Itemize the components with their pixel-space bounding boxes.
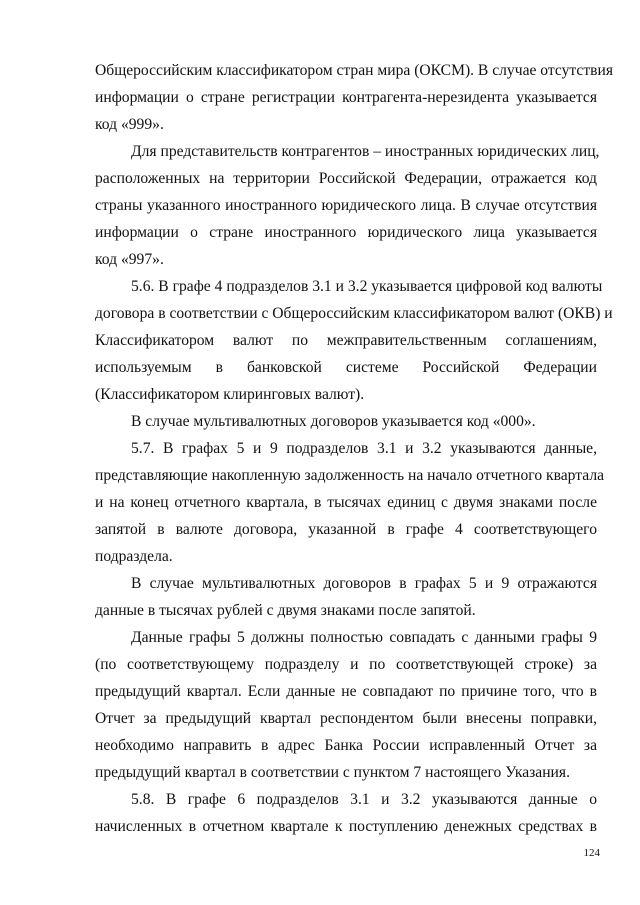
text-line: (по соответствующему подразделу и по соответствующей строке) за: [95, 656, 597, 673]
text-line: код «999».: [95, 116, 164, 133]
text-line: информации о стране регистрации контрагента-нерезидента указывается: [95, 89, 597, 106]
text-line: предыдущий квартал в соответствии с пунктом 7 настоящего Указания.: [95, 764, 570, 781]
page-number: 124: [583, 847, 600, 859]
text-line: Классификатором валют по межправительственным соглашениям,: [95, 332, 597, 349]
text-line: 5.8. В графе 6 подразделов 3.1 и 3.2 указываются данные о: [131, 791, 597, 808]
text-line: страны указанного иностранного юридического лица. В случае отсутствия: [95, 197, 597, 214]
text-line: начисленных в отчетном квартале к поступлению денежных средствах в: [95, 818, 597, 835]
text-line: (Классификатором клиринговых валют).: [95, 386, 365, 403]
text-line: и на конец отчетного квартала, в тысячах единиц с двумя знаками после: [95, 494, 597, 511]
text-line: В случае мультивалютных договоров в графах 5 и 9 отражаются: [131, 575, 597, 592]
text-line: необходимо направить в адрес Банка России исправленный Отчет за: [95, 737, 597, 754]
text-line: предыдущий квартал. Если данные не совпадают по причине того, что в: [95, 683, 597, 700]
text-line: подраздела.: [95, 548, 173, 565]
text-line: информации о стране иностранного юридического лица указывается: [95, 224, 597, 241]
text-line: код «997».: [95, 251, 164, 268]
text-line: используемым в банковской системе Российской Федерации: [95, 359, 597, 376]
text-line: запятой в валюте договора, указанной в графе 4 соответствующего: [95, 521, 597, 538]
text-line: Общероссийским классификатором стран мира (ОКСМ). В случае отсутствия: [95, 62, 614, 79]
text-line: 5.7. В графах 5 и 9 подразделов 3.1 и 3.2 указываются данные,: [131, 440, 597, 457]
text-line: расположенных на территории Российской Федерации, отражается код: [95, 170, 597, 187]
text-line: Данные графы 5 должны полностью совпадать с данными графы 9: [131, 629, 597, 646]
text-line: Отчет за предыдущий квартал респондентом были внесены поправки,: [95, 710, 597, 727]
text-line: 5.6. В графе 4 подразделов 3.1 и 3.2 указывается цифровой код валюты: [131, 278, 603, 295]
text-line: договора в соответствии с Общероссийским классификатором валют (ОКВ) и: [95, 305, 613, 322]
text-line: представляющие накопленную задолженность на начало отчетного квартала: [95, 467, 605, 484]
text-line: данные в тысячах рублей с двумя знаками после запятой.: [95, 602, 476, 619]
text-line: В случае мультивалютных договоров указывается код «000».: [131, 413, 536, 430]
text-line: Для представительств контрагентов – иностранных юридических лиц,: [131, 143, 600, 160]
